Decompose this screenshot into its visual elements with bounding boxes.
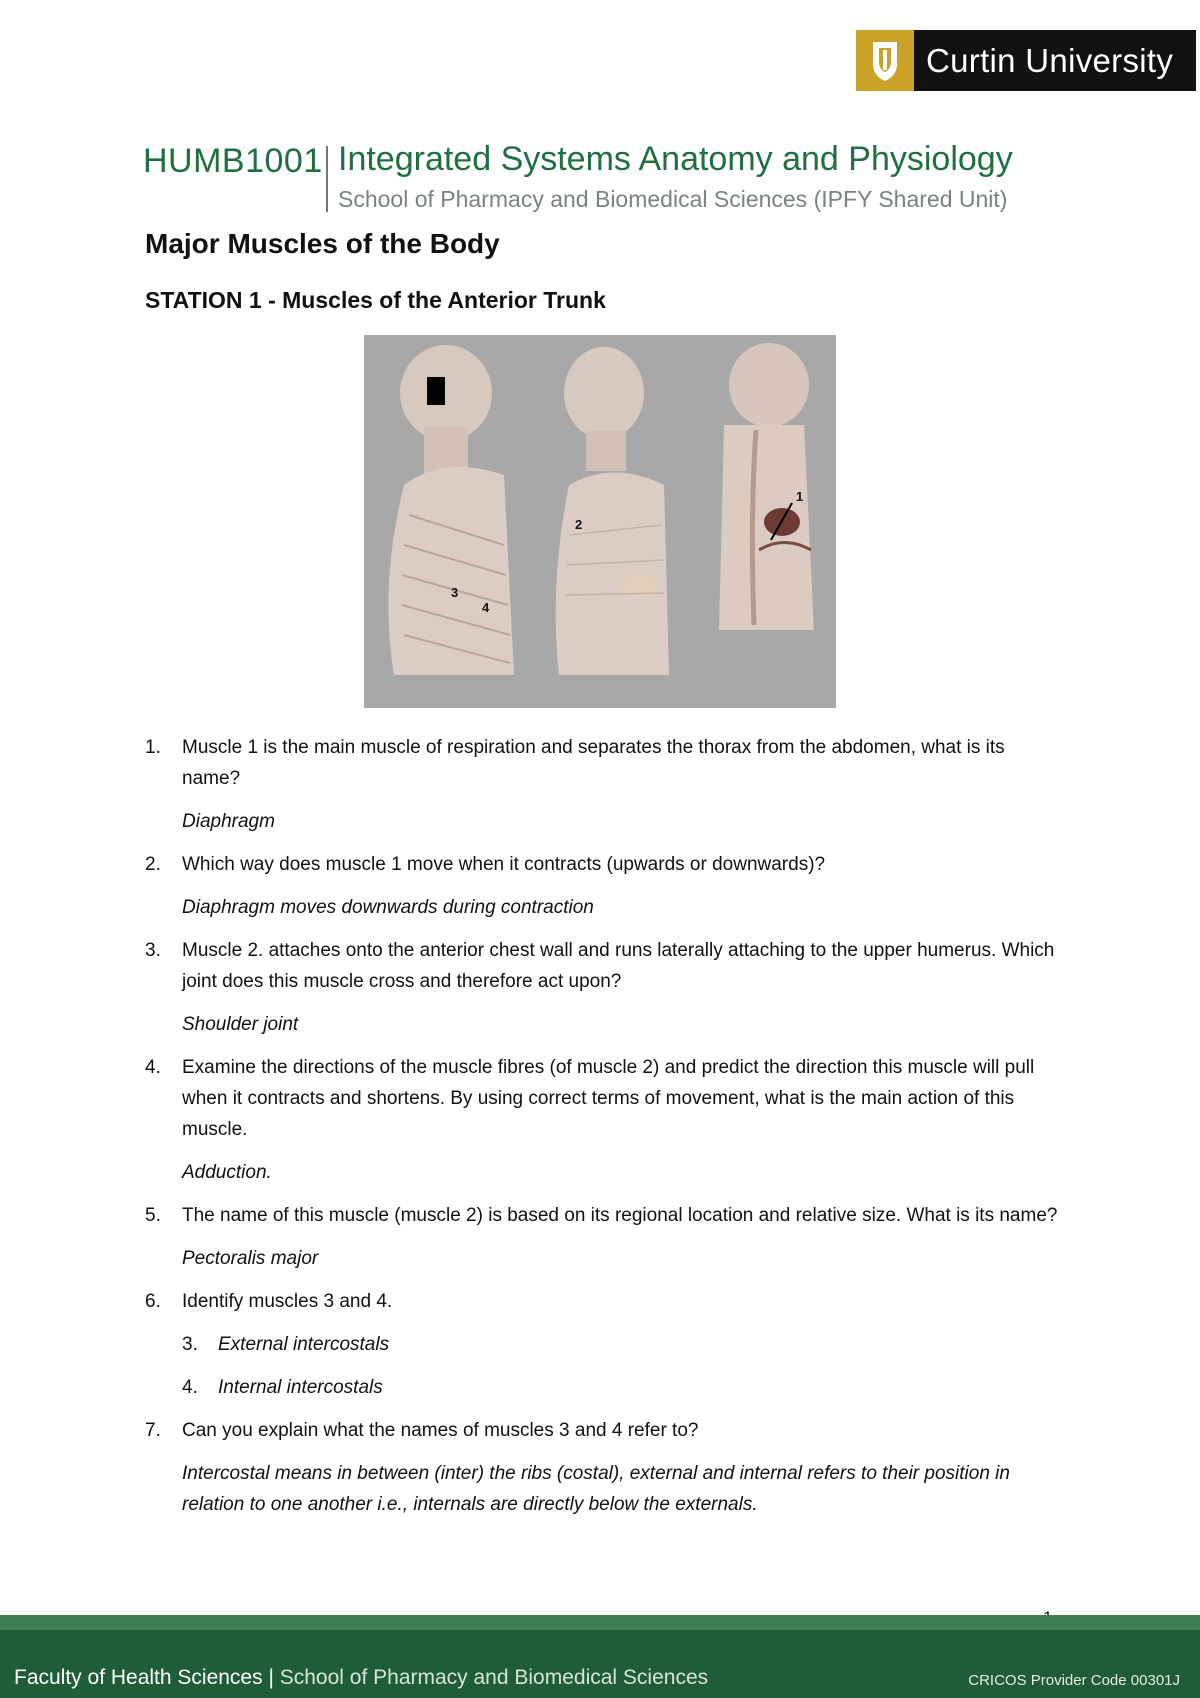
question-number: 7.: [145, 1420, 161, 1441]
specimen-sagittal: [719, 343, 814, 630]
question-item: [145, 1286, 1065, 1317]
course-code: HUMB1001: [143, 142, 323, 180]
sub-answer-number: 3.: [182, 1334, 198, 1355]
footer: [0, 1630, 1200, 1698]
curtin-logo: [856, 30, 1196, 91]
question-item: [145, 1415, 1065, 1446]
sub-answer-text: External intercostals: [218, 1334, 390, 1355]
sub-answer-text: Internal intercostals: [218, 1377, 383, 1398]
question-item: [145, 1200, 1065, 1231]
question-item: [145, 935, 1065, 997]
question-text: Identify muscles 3 and 4.: [182, 1291, 393, 1312]
question-number: 2.: [145, 854, 161, 875]
answer-text: Pectoralis major: [182, 1248, 319, 1269]
question-item: [145, 732, 1065, 794]
curtin-crest-icon: [856, 30, 914, 91]
answer-text: Shoulder joint: [182, 1014, 299, 1035]
question-number: 1.: [145, 737, 161, 758]
answer-text: Diaphragm: [182, 811, 275, 832]
question-text: Muscle 1 is the main muscle of respiration and separates the thorax from the abdomen, what is its name?: [182, 737, 1005, 789]
footer-cricos: CRICOS Provider Code 00301J: [968, 1672, 1180, 1689]
figure-label-2: 2: [575, 517, 583, 532]
question-text: The name of this muscle (muscle 2) is based on its regional location and relative size. What is its name?: [182, 1205, 1058, 1226]
specimen-lateral: [556, 347, 669, 675]
footer-faculty: Faculty of Health Sciences |: [14, 1666, 274, 1689]
footer-stripe: [0, 1615, 1200, 1630]
anatomy-illustration: [364, 335, 836, 708]
sub-answer-item: [182, 1372, 1065, 1403]
answer-text: Intercostal means in between (inter) the ribs (costal), external and internal refers to their position in relation to one another i.e., internals are directly below the externals.: [182, 1463, 1010, 1515]
question-number: 5.: [145, 1205, 161, 1226]
page-title: Major Muscles of the Body: [145, 228, 500, 259]
question-text: Muscle 2. attaches onto the anterior chest wall and runs laterally attaching to the upper humerus. Which joint does this muscle cross and therefore act upon?: [182, 940, 1055, 992]
question-number: 4.: [145, 1057, 161, 1078]
question-text: Which way does muscle 1 move when it contracts (upwards or downwards)?: [182, 854, 826, 875]
sub-answer-number: 4.: [182, 1377, 198, 1398]
figure-label-1: 1: [796, 489, 804, 504]
footer-school: School of Pharmacy and Biomedical Sciences: [279, 1666, 709, 1689]
course-school: School of Pharmacy and Biomedical Sciences (IPFY Shared Unit): [338, 186, 1008, 212]
question-number: 3.: [145, 940, 161, 961]
sub-answer-item: [182, 1329, 1065, 1360]
figure-label-3: 3: [451, 585, 459, 600]
anatomy-figure: [364, 335, 836, 708]
course-title: Integrated Systems Anatomy and Physiology: [338, 140, 1013, 178]
answer-text: Diaphragm moves downwards during contraction: [182, 897, 594, 918]
question-number: 6.: [145, 1291, 161, 1312]
answer-text: Adduction.: [182, 1162, 272, 1183]
question-item: [145, 1052, 1065, 1145]
station-title: STATION 1 - Muscles of the Anterior Trunk: [145, 287, 606, 313]
question-item: [145, 849, 1065, 880]
question-list: [145, 732, 1065, 1532]
figure-label-4: 4: [482, 600, 490, 615]
question-text: Can you explain what the names of muscles 3 and 4 refer to?: [182, 1420, 699, 1441]
footer-faculty-line: [14, 1666, 708, 1690]
specimen-anterior: [388, 345, 514, 675]
question-text: Examine the directions of the muscle fibres (of muscle 2) and predict the direction this muscle will pull when it contracts and shortens. By using correct terms of movement, what is the main action of this muscle.: [182, 1057, 1035, 1140]
logo-text: Curtin University: [914, 30, 1196, 91]
header-divider: [326, 146, 328, 212]
